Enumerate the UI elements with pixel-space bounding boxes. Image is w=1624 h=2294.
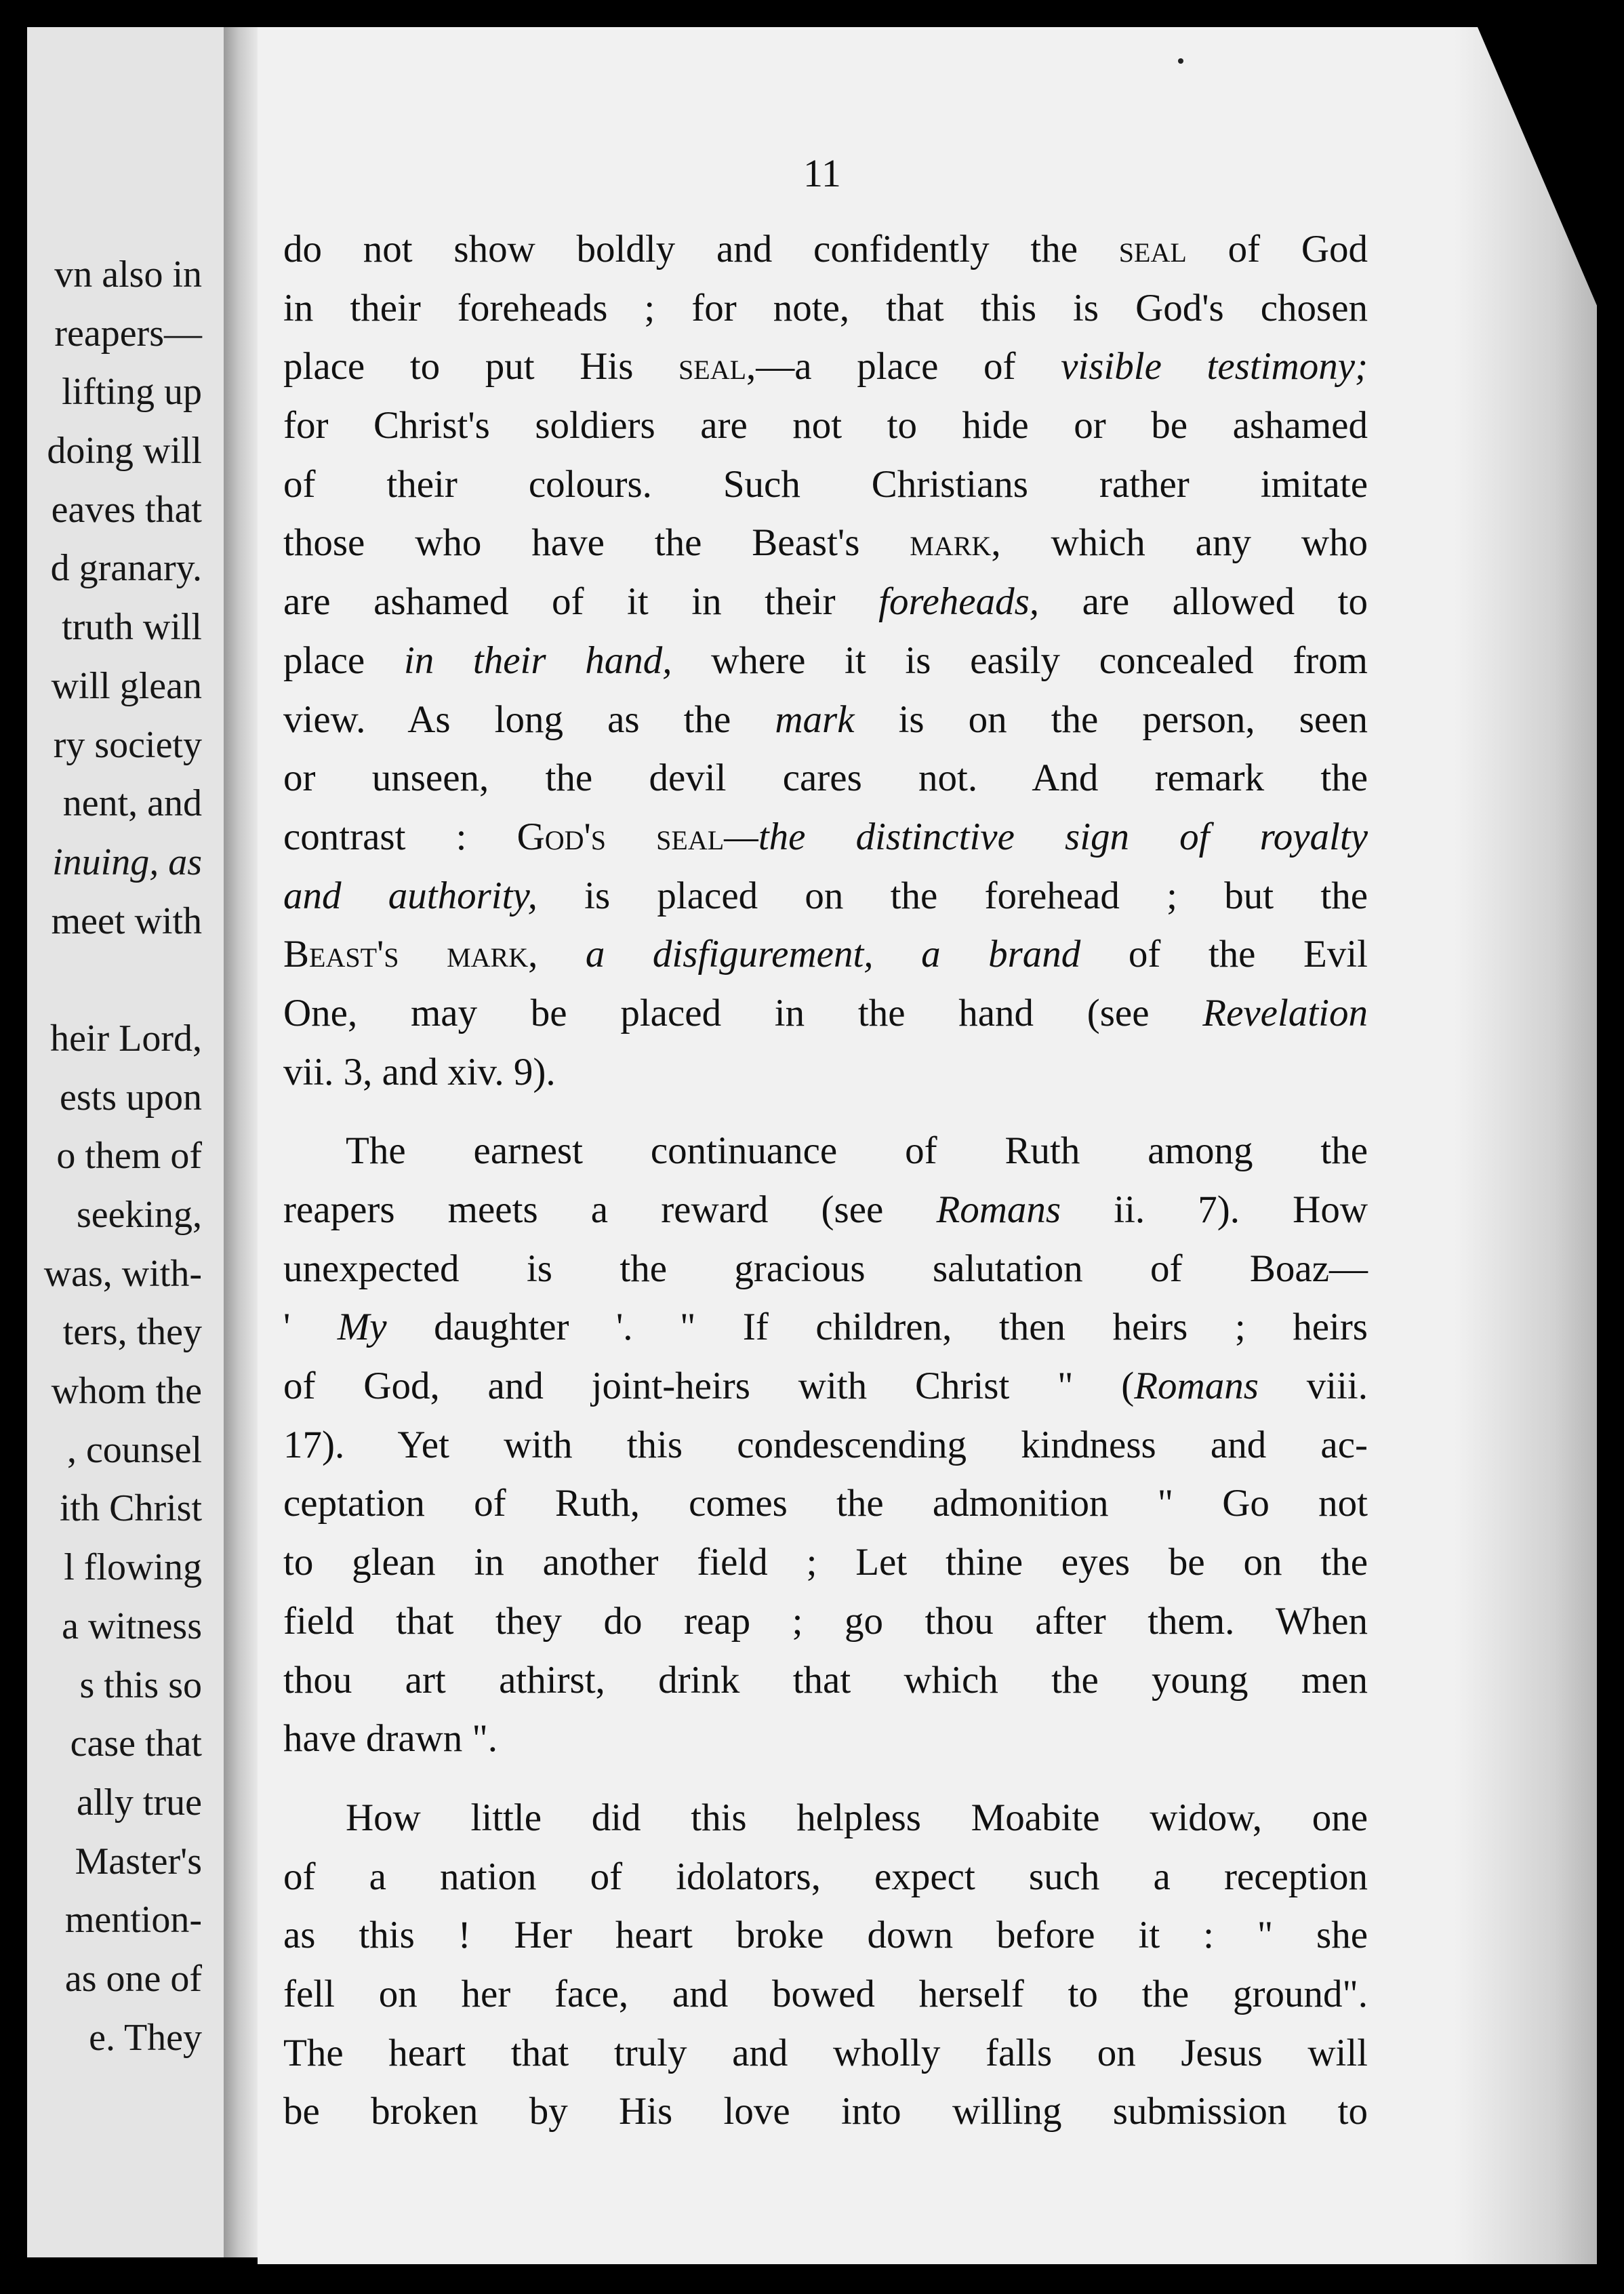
left-fragment-line: seeking,	[76, 1194, 202, 1236]
text-line: field that they do reap ; go thou after them. When	[283, 1599, 1368, 1643]
left-fragment-line: will glean	[51, 664, 202, 707]
text-line: of their colours. Such Christians rather imitate	[283, 462, 1368, 506]
left-fragment-line: d granary.	[50, 547, 202, 590]
left-fragment-line: lifting up	[62, 371, 202, 414]
text-line: ceptation of Ruth, comes the admonition " Go not	[283, 1482, 1368, 1525]
left-fragment-line: a witness	[62, 1605, 202, 1647]
book-gutter	[224, 27, 258, 2257]
text-line: Beast's mark, a disfigurement, a brand of the Evil	[283, 933, 1368, 976]
left-fragment-line: ters, they	[62, 1311, 202, 1354]
text-line: do not show boldly and confidently the seal of God	[283, 228, 1368, 270]
left-fragment-line: o them of	[56, 1135, 202, 1178]
left-fragment-line: ally true	[76, 1781, 202, 1824]
paragraph-first-line: How little did this helpless Moabite widow, one	[346, 1796, 1368, 1839]
left-fragment-line: whom the	[51, 1370, 202, 1413]
left-fragment-line: case that	[70, 1723, 202, 1765]
left-fragment-line: meet with	[51, 900, 202, 942]
text-line: for Christ's soldiers are not to hide or be ashamed	[283, 404, 1368, 447]
paragraph-first-line: The earnest continuance of Ruth among the	[346, 1129, 1368, 1173]
page-edge-shadow	[1455, 27, 1597, 2264]
text-line: place in their hand, where it is easily concealed from	[283, 639, 1368, 682]
text-line: and authority, is placed on the forehead ; but the	[283, 874, 1368, 917]
left-fragment-line: inuing, as	[52, 841, 202, 883]
left-fragment-line: ith Christ	[59, 1487, 202, 1530]
text-line: in their foreheads ; for note, that this is God's chosen	[283, 286, 1368, 329]
text-line: are ashamed of it in their foreheads, are allowed to	[283, 580, 1368, 624]
left-fragment-line	[27, 950, 202, 1009]
left-fragment-line: l flowing	[64, 1546, 202, 1589]
text-line: contrast : God's seal—the distinctive sign of royalty	[283, 815, 1368, 858]
text-line: as this ! Her heart broke down before it : " she	[283, 1914, 1368, 1957]
text-line: vii. 3, and xiv. 9).	[283, 1050, 556, 1093]
left-fragment-line: ests upon	[60, 1076, 202, 1119]
left-fragment-line: nent, and	[62, 782, 202, 825]
text-line: view. As long as the mark is on the person, seen	[283, 698, 1368, 741]
left-fragment-line: was, with-	[43, 1252, 202, 1295]
left-fragment-line: e. They	[89, 2016, 202, 2059]
text-line: of God, and joint-heirs with Christ " (Romans viii.	[283, 1365, 1368, 1408]
left-fragment-line: mention-	[64, 1899, 202, 1941]
page-body-text	[283, 220, 1368, 2141]
text-line: The heart that truly and wholly falls on Jesus will	[283, 2031, 1368, 2074]
ink-speck	[1178, 58, 1183, 64]
text-line: reapers meets a reward (see Romans ii. 7). How	[283, 1188, 1368, 1231]
left-fragment-line: as one of	[64, 1957, 202, 2000]
left-fragment-line: truth will	[62, 606, 202, 649]
text-line: One, may be placed in the hand (see Revelation	[283, 991, 1368, 1034]
page-number: 11	[803, 151, 841, 195]
text-line: fell on her face, and bowed herself to the ground".	[283, 1972, 1368, 2015]
text-line: unexpected is the gracious salutation of Boaz—	[283, 1247, 1368, 1290]
left-fragment-line: ry society	[53, 723, 202, 766]
left-fragment-line: doing will	[47, 430, 202, 472]
text-line: those who have the Beast's mark, which any who	[283, 521, 1368, 565]
text-line: have drawn ".	[283, 1717, 498, 1760]
text-line: be broken by His love into willing submission to	[283, 2090, 1368, 2133]
left-fragment-line: , counsel	[66, 1428, 202, 1471]
text-line: ' My daughter '. " If children, then heirs ; heirs	[283, 1306, 1368, 1349]
left-page-fragment	[27, 27, 224, 2257]
text-line: 17). Yet with this condescending kindness and ac-	[283, 1423, 1368, 1466]
left-fragment-line: heir Lord,	[50, 1017, 202, 1060]
text-line: of a nation of idolators, expect such a reception	[283, 1855, 1368, 1898]
left-fragment-line: eaves that	[51, 488, 202, 531]
text-line: place to put His seal,—a place of visible testimony;	[283, 345, 1368, 388]
text-line: to glean in another field ; Let thine eyes be on the	[283, 1541, 1368, 1584]
left-fragment-line: vn also in	[54, 254, 202, 296]
left-page-text-column	[27, 245, 202, 2067]
left-fragment-line: reapers—	[54, 312, 202, 355]
text-line: or unseen, the devil cares not. And remark the	[283, 757, 1368, 800]
left-fragment-line: Master's	[75, 1840, 202, 1883]
left-fragment-line: s this so	[79, 1664, 202, 1706]
text-line: thou art athirst, drink that which the young men	[283, 1658, 1368, 1702]
